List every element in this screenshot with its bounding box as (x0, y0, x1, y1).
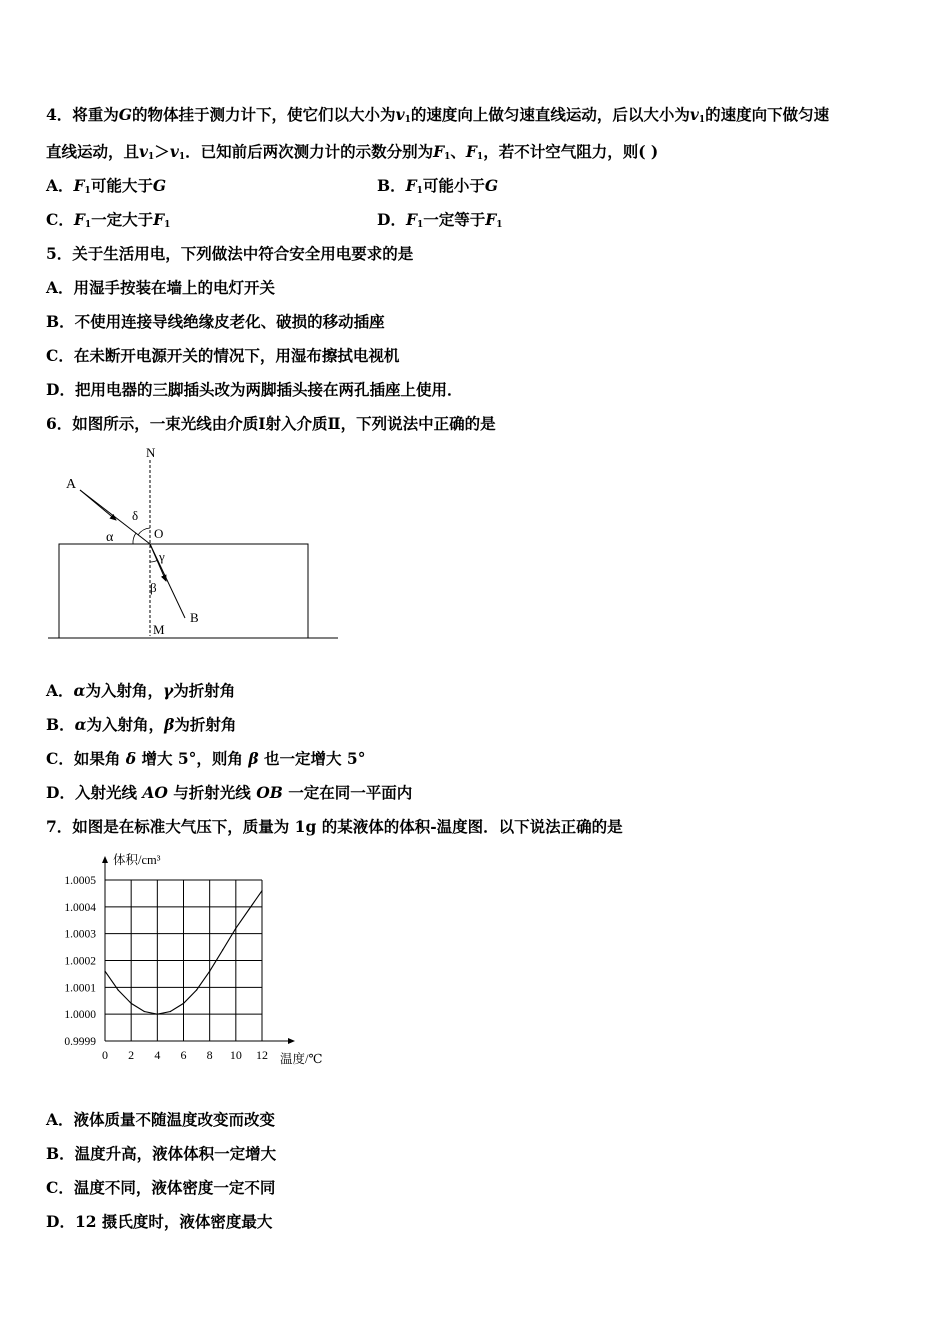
q6-option-d: D．入射光线 AO 与折射光线 OB 一定在同一平面内 (46, 783, 413, 802)
q5-option-c: C．在未断开电源开关的情况下，用湿布擦拭电视机 (46, 346, 400, 365)
incident-ray (80, 490, 150, 544)
q6-option-a: A．α为入射角，γ为折射角 (46, 681, 236, 700)
data-point (235, 928, 236, 929)
data-point (117, 989, 118, 990)
x-tick-label: 2 (128, 1048, 135, 1062)
q5-option-b: B．不使用连接导线绝缘皮老化、破损的移动插座 (46, 312, 385, 331)
label-O: O (154, 526, 164, 541)
label-N: N (146, 445, 156, 460)
label-alpha: α (106, 530, 114, 545)
q4-stem-line1: 4．将重为G的物体挂于测力计下，使它们以大小为$v_1$的速度向上做匀速直线运动，后以大小为$v_1$的速度向下做匀速 (46, 105, 830, 125)
q5-option-a: A．用湿手按装在墙上的电灯开关 (46, 278, 276, 297)
label-gamma: γ (159, 549, 165, 564)
data-point (261, 890, 262, 891)
q4-option-d: D．$F_1$一定等于$F_1$ (377, 210, 503, 230)
q4-stem-line2: 直线运动，且$v_1>v_1$．已知前后两次测力计的示数分别为$F_1$、$F_1$，若不计空气阻力，则( ) (46, 142, 659, 162)
q5-stem: 5．关于生活用电，下列做法中符合安全用电要求的是 (46, 244, 414, 263)
q7-option-a: A．液体质量不随温度改变而改变 (46, 1110, 276, 1129)
x-axis-label: 温度/℃ (280, 1052, 323, 1066)
q7-stem: 7．如图是在标准大气压下，质量为 1g 的某液体的体积-温度图．以下说法正确的是 (46, 817, 623, 836)
label-A: A (66, 477, 77, 492)
data-point (104, 971, 105, 972)
data-point (144, 1011, 145, 1012)
y-tick-label: 1.0005 (64, 875, 96, 887)
q4-option-c: C．$F_1$一定大于$F_1$ (46, 210, 171, 230)
y-tick-label: 1.0002 (64, 955, 96, 968)
q6-stem: 6．如图所示，一束光线由介质Ⅰ射入介质Ⅱ，下列说法中正确的是 (46, 414, 496, 433)
label-M: M (153, 622, 165, 637)
x-tick-label: 12 (256, 1048, 268, 1062)
data-point (183, 1003, 184, 1004)
y-tick-label: 0.9999 (64, 1036, 96, 1048)
medium-block (59, 544, 308, 638)
x-tick-label: 0 (102, 1048, 108, 1062)
y-tick-label: 1.0004 (64, 901, 96, 914)
volume-temperature-chart (40, 845, 350, 1075)
q7-option-b: B．温度升高，液体体积一定增大 (46, 1144, 277, 1163)
y-tick-label: 1.0000 (64, 1009, 96, 1022)
data-point (131, 1003, 132, 1004)
data-point (248, 909, 249, 910)
x-tick-label: 10 (229, 1048, 242, 1062)
y-tick-label: 1.0003 (64, 928, 96, 941)
data-point (222, 949, 223, 950)
x-tick-label: 4 (154, 1048, 161, 1062)
data-point (170, 1011, 171, 1012)
q4-option-b: B．$F_1$可能小于G (377, 176, 499, 196)
label-delta: δ (132, 508, 139, 523)
x-tick-label: 6 (180, 1048, 187, 1062)
q6-option-b: B．α为入射角，β为折射角 (46, 715, 237, 734)
data-point (196, 989, 197, 990)
gamma-arc (150, 560, 158, 562)
x-tick-label: 8 (206, 1048, 213, 1062)
alpha-arc (133, 533, 136, 544)
q6-option-c: C．如果角 δ 增大 5°，则角 β 也一定增大 5° (46, 749, 366, 768)
refraction-diagram (0, 440, 360, 650)
q7-option-c: C．温度不同，液体密度一定不同 (46, 1178, 276, 1197)
label-B: B (190, 610, 199, 625)
label-beta: β (150, 580, 157, 595)
data-point (157, 1014, 158, 1015)
y-axis-label: 体积/cm³ (113, 853, 161, 867)
y-tick-label: 1.0001 (64, 982, 96, 995)
q4-option-a: A．$F_1$可能大于G (46, 176, 167, 196)
q5-option-d: D．把用电器的三脚插头改为两脚插头接在两孔插座上使用． (46, 380, 463, 399)
q7-option-d: D．12 摄氏度时，液体密度最大 (46, 1212, 273, 1231)
delta-arc (138, 528, 150, 535)
data-point (209, 971, 210, 972)
